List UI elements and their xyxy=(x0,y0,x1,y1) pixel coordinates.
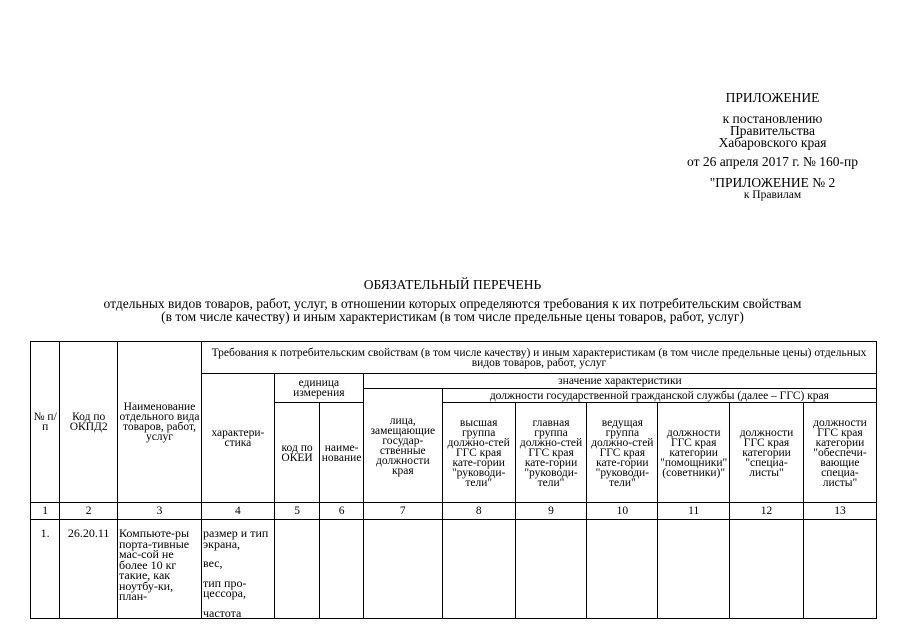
appendix-2-header xyxy=(660,177,885,201)
column-number: 1 xyxy=(31,503,60,520)
header-unit-name: наиме-нование xyxy=(320,403,364,503)
header-specialists: должности ГГС края категории "специа-листы" xyxy=(730,403,804,503)
row-empty-cell xyxy=(515,520,587,619)
characteristic-weight: вес, xyxy=(202,556,223,570)
header-number: № п/п xyxy=(31,342,60,503)
header-highest-group: высшая группа должно-стей ГГС края кате-гории "руководи-тели" xyxy=(442,403,515,503)
row-characteristics xyxy=(201,520,274,619)
row-item-name: Компьюте-ры порта-тивные мас-сой не более 10 кг такие, как ноутбу-ки, план- xyxy=(118,520,202,619)
column-number: 12 xyxy=(730,503,804,520)
row-empty-cell xyxy=(320,520,364,619)
characteristic-screen: размер и тип экрана, xyxy=(202,526,269,551)
row-empty-cell xyxy=(730,520,804,619)
characteristic-frequency: частота xyxy=(202,605,242,619)
document-subtitle-2: (в том числе качеству) и иным характеристикам (в том числе предельные цены товаров, работ, услуг) xyxy=(161,309,744,324)
resolution-line: к постановлению xyxy=(722,111,823,126)
header-value: значение характеристики xyxy=(363,374,876,389)
appendix-2-line: "ПРИЛОЖЕНИЕ № 2 xyxy=(709,175,836,190)
row-empty-cell xyxy=(803,520,876,619)
column-number: 5 xyxy=(274,503,320,520)
resolution-date-line: от 26 апреля 2017 г. № 160-пр xyxy=(687,154,858,169)
column-number: 3 xyxy=(118,503,202,520)
header-requirements: Требования к потребительским свойствам (в том числе качеству) и иным характеристикам (в том числе предельные цены) отдельных видов товаров, работ, услуг xyxy=(201,342,876,374)
government-line: Правительства xyxy=(730,123,815,138)
header-okpd2-code: Код по ОКПД2 xyxy=(60,342,118,503)
column-number: 2 xyxy=(60,503,118,520)
header-item-name: Наименование отдельного вида товаров, работ, услуг xyxy=(118,342,202,503)
column-number: 10 xyxy=(587,503,658,520)
header-leading-group: ведущая группа должно-стей ГГС края кате-гории "руководи-тели" xyxy=(587,403,658,503)
column-number: 6 xyxy=(320,503,364,520)
rules-line: к Правилам xyxy=(743,189,802,201)
document-subtitle-1: отдельных видов товаров, работ, услуг, в отношении которых определяются требования к их потребительским свойствам xyxy=(103,296,802,311)
column-number: 9 xyxy=(515,503,587,520)
column-number: 7 xyxy=(363,503,442,520)
header-state-positions: лица, замещающие государ-ственные должности края xyxy=(363,389,442,503)
row-empty-cell xyxy=(442,520,515,619)
column-number: 11 xyxy=(658,503,730,520)
resolution-reference xyxy=(660,113,885,149)
document-title: ОБЯЗАТЕЛЬНЫЙ ПЕРЕЧЕНЬ xyxy=(363,277,542,292)
row-empty-cell xyxy=(274,520,320,619)
table-row xyxy=(31,520,877,619)
header-okei-code: код по ОКЕИ xyxy=(274,403,320,503)
header-main-group: главная группа должно-стей ГГС края кате-гории "руководи-тели" xyxy=(515,403,587,503)
resolution-date xyxy=(660,156,885,168)
column-numbers-row xyxy=(31,503,877,520)
header-support-specialists: должности ГГС края категории "обеспечи-вающие специа-листы" xyxy=(803,403,876,503)
column-number: 8 xyxy=(442,503,515,520)
row-okpd2-code: 26.20.11 xyxy=(60,520,118,619)
column-number: 13 xyxy=(803,503,876,520)
header-characteristic: характери-стика xyxy=(201,374,274,503)
characteristic-processor: тип про-цессора, xyxy=(202,575,247,600)
region-line: Хабаровского края xyxy=(718,135,827,150)
appendix-title: ПРИЛОЖЕНИЕ xyxy=(725,90,820,105)
row-number: 1. xyxy=(31,520,60,619)
header-unit: единица измерения xyxy=(274,374,363,403)
row-empty-cell xyxy=(658,520,730,619)
row-empty-cell xyxy=(363,520,442,619)
appendix-header xyxy=(660,92,885,104)
requirements-table xyxy=(30,341,877,619)
header-civil-service-posts: должности государственной гражданской службы (далее – ГГС) края xyxy=(442,389,876,403)
header-assistants: должности ГГС края категории "помощники" (советники)" xyxy=(658,403,730,503)
row-empty-cell xyxy=(587,520,658,619)
column-number: 4 xyxy=(201,503,274,520)
